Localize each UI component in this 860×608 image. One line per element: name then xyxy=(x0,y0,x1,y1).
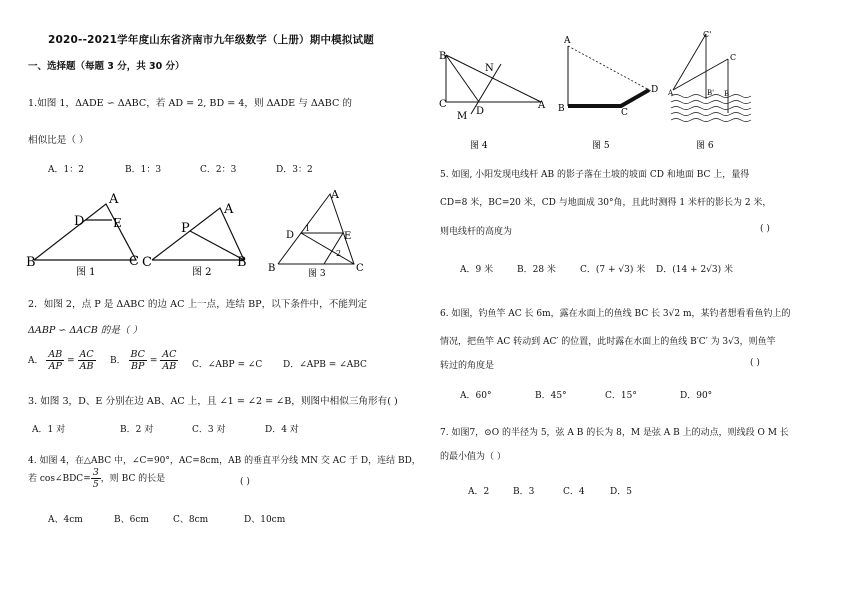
question-5-text-2: CD=8 米，BC=20 米，CD 与地面成 30°角，且此时测得 1 米杆的影长为 2 米， xyxy=(440,198,772,208)
q1-option-a: A．1：2 xyxy=(48,165,84,175)
q7-option-c: C．4 xyxy=(563,487,585,497)
fig5-caption: 图 5 xyxy=(592,141,610,151)
question-3-text: 3. 如图 3，D、E 分别在边 AB、AC 上，且 ∠1 = ∠2 = ∠B，则图中相似三角形有( ) xyxy=(28,396,398,407)
question-2-text-2: ΔABP ∽ ΔACB 的是（ ） xyxy=(28,325,143,336)
q6-option-d: D．90° xyxy=(680,391,713,401)
page-title: 2020--2021学年度山东省济南市九年级数学（上册）期中模拟试题 xyxy=(48,34,374,46)
q5-paren: ( ) xyxy=(760,224,770,234)
q4-option-d: D、10cm xyxy=(244,515,286,525)
q6-option-c: C．15° xyxy=(605,391,637,401)
q6-option-a: A．60° xyxy=(460,391,492,401)
question-1-text-2: 相似比是（ ） xyxy=(28,135,89,146)
fig4-label-c: C xyxy=(439,99,447,110)
fig6-label-a: A xyxy=(668,89,674,97)
question-6-text: 6. 如图，钓鱼竿 AC 长 6m，露在水面上的鱼线 BC 长 3√2 m，某钓者想看看鱼钓上的 xyxy=(440,309,791,319)
q1-option-d: D．3：2 xyxy=(276,165,313,175)
figure-6 xyxy=(671,34,751,122)
q5-option-d: D．(14 + 2√3) 米 xyxy=(656,265,734,275)
question-2-text: 2．如图 2，点 P 是 ΔABC 的边 AC 上一点，连结 BP，以下条件中，不能判定 xyxy=(28,299,368,310)
q2-option-c: C．∠ABP = ∠C xyxy=(192,360,263,370)
q7-option-b: B．3 xyxy=(513,487,535,497)
fig1-label-b: B xyxy=(26,255,36,270)
fig4-label-a: A xyxy=(538,100,546,111)
fig1-label-e: E xyxy=(113,216,122,230)
fig1-caption: 图 1 xyxy=(76,267,96,278)
question-7-text-2: 的最小值为（ ） xyxy=(440,452,506,462)
fig2-label-b: B xyxy=(237,255,247,270)
question-1-text: 1.如图 1，ΔADE ∽ ΔABC，若 AD = 2, BD = 4，则 ΔADE 与 ΔABC 的 xyxy=(28,98,352,109)
question-5-text-3: 则电线杆的高度为 xyxy=(440,227,513,237)
fig3-label-a: A xyxy=(331,188,339,201)
fig6-label-c: C xyxy=(730,53,737,62)
fig3-label-1: 1 xyxy=(305,224,311,233)
question-5-text: 5. 如图, 小阳发现电线杆 AB 的影子落在土坡的坡面 CD 和地面 BC 上，量得 xyxy=(440,170,750,180)
question-4-text: 4. 如图 4，在△ABC 中，∠C=90°，AC=8cm，AB 的垂直平分线 MN 交 AC 于 D，连结 BD， xyxy=(28,456,421,466)
fig6-label-b-prime: B' xyxy=(707,89,715,97)
fig2-label-p: P xyxy=(181,221,190,236)
q4-paren: ( ) xyxy=(240,477,250,487)
fig5-label-b: B xyxy=(558,104,565,114)
fig5-label-c: C xyxy=(621,108,628,118)
fig2-label-c: C xyxy=(142,255,152,270)
q3-option-d: D．4 对 xyxy=(265,425,299,435)
fig5-label-a: A xyxy=(564,36,571,46)
figure-3 xyxy=(278,194,354,264)
fig6-label-b: B xyxy=(724,90,730,98)
q5-option-c: C．(7 + √3) 米 xyxy=(580,265,646,275)
fig4-caption: 图 4 xyxy=(470,141,488,151)
q2-option-d: D．∠APB = ∠ABC xyxy=(283,360,367,370)
fig6-label-c-prime: C' xyxy=(703,30,712,39)
fig4-label-b: B xyxy=(439,51,447,62)
q7-option-a: A．2 xyxy=(468,487,490,497)
fig3-label-e: E xyxy=(344,231,352,242)
q3-option-a: A．1 对 xyxy=(32,425,66,435)
fig5-label-d: D xyxy=(651,85,659,95)
q7-option-d: D．5 xyxy=(610,487,632,497)
figures-1-3 xyxy=(24,186,369,278)
q4-option-b: B、6cm xyxy=(114,515,149,525)
q1-option-b: B．1：3 xyxy=(125,165,162,175)
fig1-label-a: A xyxy=(109,192,119,207)
figure-1 xyxy=(34,204,136,260)
question-4-text-2: 若 cos∠BDC= $\frac{3}{5}$ ，则 BC 的长是 xyxy=(28,467,166,490)
fig1-label-d: D xyxy=(74,214,85,229)
fig4-label-d: D xyxy=(476,106,485,117)
figures-4-6 xyxy=(435,26,765,154)
fig2-label-a: A xyxy=(224,202,234,217)
q3-option-c: C．3 对 xyxy=(192,425,226,435)
fig3-label-c: C xyxy=(356,263,364,274)
q6-option-b: B．45° xyxy=(535,391,567,401)
q4-option-a: A、4cm xyxy=(48,515,83,525)
q4-option-c: C、8cm xyxy=(173,515,209,525)
fig4-label-m: M xyxy=(457,111,468,122)
fig3-label-d: D xyxy=(286,230,295,241)
q5-option-b: B．28 米 xyxy=(517,265,556,275)
q6-paren: ( ) xyxy=(750,358,760,368)
section-heading: 一、选择题（每题 3 分，共 30 分） xyxy=(28,61,185,72)
q3-option-b: B．2 对 xyxy=(120,425,154,435)
q1-option-c: C．2：3 xyxy=(200,165,237,175)
fig1-label-c: C xyxy=(129,254,139,269)
fig2-caption: 图 2 xyxy=(192,267,212,278)
question-6-text-3: 转过的角度是 xyxy=(440,361,495,371)
question-6-text-2: 情况，把鱼竿 AC 转动到 AC′ 的位置，此时露在水面上的鱼线 B′C′ 为 3√3，则鱼竿 xyxy=(440,337,776,347)
figure-5 xyxy=(568,46,651,106)
fig3-label-2: 2 xyxy=(336,249,342,258)
fig3-label-b: B xyxy=(268,263,276,274)
q2-option-a: A． $\frac{AB}{AP}$ = $\frac{AC}{AB}$ xyxy=(28,349,94,372)
q2-option-b: B． $\frac{BC}{BP}$ = $\frac{AC}{AB}$ xyxy=(110,349,177,372)
fig6-caption: 图 6 xyxy=(696,141,714,151)
fig3-caption: 图 3 xyxy=(308,269,326,278)
fig4-label-n: N xyxy=(485,63,494,74)
question-7-text: 7. 如图7，⊙O 的半径为 5，弦 A B 的长为 8，M 是弦 A B 上的动点，则线段 O M 长 xyxy=(440,428,789,438)
q5-option-a: A．9 米 xyxy=(460,265,494,275)
